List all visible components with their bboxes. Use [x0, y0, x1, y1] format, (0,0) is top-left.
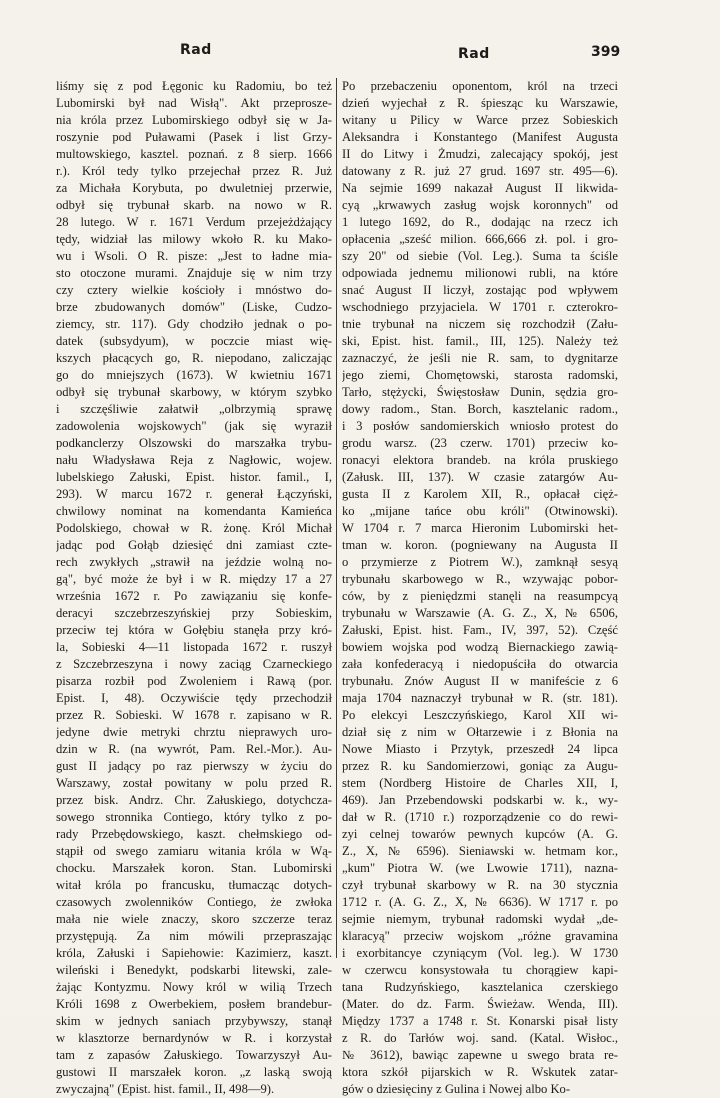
text-line: Na sejmie 1699 nakazał August II likwida- [342, 181, 618, 195]
text-line: z Szczebrzeszyna i nowy zaciąg Czarneckiego [56, 657, 332, 671]
text-line: nia króla przez Lubomirskiego odbył się w Ja- [56, 113, 332, 127]
text-line: r.). Król tedy tylko przejechał przez R. Już [56, 164, 332, 178]
text-line: września 1672 r. Po zawiązaniu się konfe- [56, 589, 332, 603]
text-line: liśmy się z pod Łęgonic ku Radomiu, bo też [56, 79, 332, 93]
text-line: sejmie niemym, trybunał radomski wydał „de- [342, 912, 618, 926]
text-line: ko „mijane tańce obu króli" (Otwinowski). [342, 504, 618, 518]
text-line: gów o dziesięciny z Gulina i Nowej albo Ko- [342, 1082, 571, 1096]
text-line: szy 20" od siebie (Vol. Leg.). Suma ta ściśle [342, 249, 618, 263]
text-line: „kum" Piotra W. (we Lwowie 1711), nazna- [342, 861, 618, 875]
text-line: kszych płacących go, R. niepodano, zaliczając [56, 351, 332, 365]
text-line: o przymierze z Piotrem W.), zamknął sesyą [342, 555, 618, 569]
text-line: № 3612), bawiąc zapewne u swego brata re- [342, 1048, 618, 1062]
text-line: wu i Wsoli. O R. pisze: „Jest to ładne mia- [56, 249, 332, 263]
text-line: (Załusk. III, 137). W czasie zatargów Au- [342, 470, 618, 484]
text-line: datek (subsydyum), w poczcie miast wię- [56, 334, 332, 348]
text-line: tana Rudzyńskiego, kasztelanica czerskiego [342, 980, 618, 994]
text-line: datowany z R. już 27 grud. 1697 str. 495—6). [342, 164, 618, 178]
text-line: dał w R. (1710 r.) rozporządzenie co do rewi- [342, 810, 618, 824]
text-line: brze zbudowanych domów" (Liske, Cudzo- [56, 300, 332, 314]
text-line: przez bisk. Andrz. Chr. Załuskiego, dotychcza- [56, 793, 332, 807]
text-line: Warszawy, został powitany w polu przed R. [56, 776, 332, 790]
text-line: Między 1737 a 1748 r. St. Konarski pisał listy [342, 1014, 618, 1028]
text-line: gust II jadący po raz pierwszy w życiu do [56, 759, 332, 773]
text-line: i exorbitancye czyniącym (Vol. leg.). W 1730 [342, 946, 618, 960]
text-line: lubelskiego Załuski, Epist. histor. famil., I, [56, 470, 332, 484]
text-line: czył trybunał skarbowy w R. na 30 stycznia [342, 878, 618, 892]
text-line: w klasztorze bernardynów w R. i korzystał [56, 1031, 332, 1045]
text-line: trybunału w Warszawie (A. G. Z., X, № 6506, [342, 606, 618, 620]
text-line: zała konfederacyą i niedopuściła do otwarcia [342, 657, 618, 671]
text-line: Epist. I, 48). Oczywiście tędy przechodził [56, 691, 332, 705]
text-line: zaznaczyć, że jeśli nie R. sam, to dygnitarze [342, 351, 618, 365]
text-line: Aleksandra i Konstantego (Manifest Augusta [342, 130, 618, 144]
text-line: wileński i Benedykt, podskarbi litewski, zale- [56, 963, 332, 977]
text-line: Tarło, stężycki, Święstosław Dunin, sędzia gro- [342, 385, 618, 399]
text-line: 28 lutego. W r. 1671 Verdum przejeżdżający [56, 215, 332, 229]
text-line: zyi celnej towarów pewnych kupców (A. G. [342, 827, 618, 841]
text-line: czasowych zwolenników Contiego, że zwłoka [56, 895, 332, 909]
text-line: chocku. Marszałek koron. Stan. Lubomirski [56, 861, 332, 875]
text-line: 293). W marcu 1672 r. generał Łączyński, [56, 487, 332, 501]
text-line: Załuski, Epist. hist. Fam., IV, 397, 52). Część [342, 623, 618, 637]
text-line: 1712 r. (A. G. Z., X, № 6636). W 1717 r. po [342, 895, 618, 909]
text-line: rady Przebędowskiego, kaszt. chełmskiego od- [56, 827, 332, 841]
text-line: multowskiego, kasztel. poznań. z 8 sierp. 1666 [56, 147, 332, 161]
text-line: cyą „krwawych zasług wojsk koronnych" od [342, 198, 618, 212]
text-line: II do Litwy i Żmudzi, zalecający spokój, jest [342, 147, 618, 161]
text-line: przeciw tej która w Gołębiu stanęła przy kró- [56, 623, 332, 637]
text-line: sto otoczone murami. Znajduje się w nim trzy [56, 266, 332, 280]
text-line: chwilowy nominat na komendanta Kamieńca [56, 504, 332, 518]
text-line: opłacenia „sześć milion. 666,666 zł. pol. i gro- [342, 232, 618, 246]
text-line: za Michała Korybuta, po dwuletniej przerwie, [56, 181, 332, 195]
text-line: pisarza rozbił pod Zwoleniem i Rawą (por. [56, 674, 332, 688]
text-line: trybunału. Znów August II w manifeście z 6 [342, 674, 618, 688]
page-number: 399 [591, 44, 621, 60]
text-line: sowego stronnika Contiego, który tylko z po- [56, 810, 332, 824]
text-line: deracyi szczebrzeszyńskiej przy Sobieskim, [56, 606, 332, 620]
text-line: rech zwykłych „strawił na jeździe wolną no- [56, 555, 332, 569]
text-line: go do mniejszych (1673). W kwietniu 1671 [56, 368, 332, 382]
text-line: Z., X, № 6596). Sieniawski w. hetmam kor., [342, 844, 618, 858]
text-line: przez R. Sobieski. W 1678 r. zapisano w R. [56, 708, 332, 722]
running-head-right: Rad [458, 46, 490, 62]
text-line: z R. do Tarłów woj. sand. (Katal. Wisłoc., [342, 1031, 618, 1045]
text-line: Króli 1698 z Owerbekiem, posłem brandebur- [56, 997, 332, 1011]
text-line: króla, Załuski i Sapiehowie: Kazimierz, kaszt. [56, 946, 332, 960]
text-line: gustowi II marszałek koron. „z laską swoją [56, 1065, 332, 1079]
text-line: odbył się trybunał skarbowy, w którym szybko [56, 385, 332, 399]
left-text-column [56, 78, 332, 1098]
text-line: zwyczajną" (Epist. hist. famil., II, 498—9). [56, 1082, 275, 1096]
text-line: ronacyi elektora brandeb. na króla pruskiego [342, 453, 618, 467]
text-line: trybunału skarbowego w R., wzywając pobor- [342, 572, 618, 586]
text-line: witany u Pilicy w Warce przez Sobieskich [342, 113, 618, 127]
text-line: Po elekcyi Leszczyńskiego, Karol XII wi- [342, 708, 618, 722]
text-line: tnie trybunał na niczem się rozchodził (Zału- [342, 317, 618, 331]
text-line: stem (Nordberg Histoire de Charles XII, I, [342, 776, 618, 790]
right-text-column [342, 78, 618, 1098]
text-line: tędy, widział las milowy wkoło R. ku Mako- [56, 232, 332, 246]
text-line: żając Kontyzmu. Nowy król w wilią Trzech [56, 980, 332, 994]
text-line: stąpił od swego zamiaru witania króla w Wą- [56, 844, 332, 858]
text-line: nału Władysława Reja z Nagłowic, wojew. [56, 453, 332, 467]
text-line: w czerwcu konsystowała tu chorągiew kapi- [342, 963, 618, 977]
text-line: odbył się trybunał skarb. na nowo w R. [56, 198, 332, 212]
text-line: Po przebaczeniu oponentom, król na trzeci [342, 79, 618, 93]
text-line: wschodniego przyjaciela. W 1701 r. czterokro- [342, 300, 618, 314]
text-line: skim w jednych saniach przybywszy, stanął [56, 1014, 332, 1028]
text-line: Lubomirski był nad Wisłą". Akt przeprosze- [56, 96, 332, 110]
text-line: roszynie pod Puławami (Pasek i list Grzy- [56, 130, 332, 144]
text-line: dział się z nim w Ołtarzewie i z Błonia na [342, 725, 618, 739]
text-line: dzin w R. (na wywrót, Pam. Rel.-Mor.). Au- [56, 742, 332, 756]
text-line: gą", być może że był i w R. między 17 a 27 [56, 572, 332, 586]
text-line: ktora szkół pijarskich w R. Wskutek zatar- [342, 1065, 618, 1079]
text-line: dowy radom., Stan. Borch, kasztelanic radom., [342, 402, 618, 416]
text-line: i szczęśliwie załatwił „olbrzymią sprawę [56, 402, 332, 416]
text-line: Podolskiego, chował w R. żonę. Król Michał [56, 521, 332, 535]
text-line: W 1704 r. 7 marca Hieronim Lubomirski het- [342, 521, 618, 535]
text-line: snać August II liczył, zostając pod wpływem [342, 283, 618, 297]
text-line: tam z zapasów Załuskiego. Towarzyszył Au- [56, 1048, 332, 1062]
text-line: przystępują. Za nim mówili przepraszając [56, 929, 332, 943]
text-line: ców, by z pieniędzmi stanęli na reasumpcyą [342, 589, 618, 603]
running-head-left: Rad [180, 42, 212, 58]
text-line: la, Sobieski 4—11 listopada 1672 r. ruszył [56, 640, 332, 654]
text-line: podkanclerzy Olszowski do marszałka trybu- [56, 436, 332, 450]
text-line: przez R. ku Sandomierzowi, goniąc za Augu- [342, 759, 618, 773]
column-divider [336, 78, 337, 958]
text-line: grodu warsz. (23 czerw. 1701) przeciw ko- [342, 436, 618, 450]
text-line: jedyne dwie metryki chrztu nieprawych uro- [56, 725, 332, 739]
text-line: jadąc pod Gołąb dziesięć dni zamiast cztе- [56, 538, 332, 552]
text-line: 469). Jan Przebendowski podskarbi w. k., wy- [342, 793, 618, 807]
text-line: zadowolenia wojskowych" (jak się wyraził [56, 419, 332, 433]
page-header [0, 42, 720, 66]
text-line: jego ziemi, Chomętowski, starosta radomski, [342, 368, 618, 382]
text-line: dzień wyjechał z R. śpiesząc ku Warszawie, [342, 96, 618, 110]
text-line: maja 1704 naznaczył trybunał w R. (str. 181). [342, 691, 618, 705]
text-line: i 3 posłów sandomierskich wniosło protest do [342, 419, 618, 433]
text-line: ski, Epist. hist. famil., III, 125). Należy też [342, 334, 618, 348]
text-line: klaracyą" przeciw wojskom „różne gravamina [342, 929, 618, 943]
text-line: gusta II z Karolem XII, R., opłacał cięż- [342, 487, 618, 501]
text-line: tman w. koron. (pogniewany na Augusta II [342, 538, 618, 552]
text-line: ziemcy, str. 117). Gdy chodziło jednak o po- [56, 317, 332, 331]
text-line: bowiem wojska pod wodzą Biernackiego zawią- [342, 640, 618, 654]
text-line: czy cztery wielkie kościoły i mnóstwo do- [56, 283, 332, 297]
text-line: Nowe Miasto i Przytyk, przeszedł 24 lipca [342, 742, 618, 756]
text-line: odpowiada jednemu milionowi rubli, na które [342, 266, 618, 280]
text-line: witał króla po francusku, tłumacząc dotych- [56, 878, 332, 892]
text-line: mała nie wiele znaczy, skoro szczerze teraz [56, 912, 332, 926]
text-line: 1 lutego 1692, do R., dodając na rzecz ich [342, 215, 618, 229]
text-line: (Mater. do dz. Farm. Świeżaw. Wenda, III). [342, 997, 618, 1011]
